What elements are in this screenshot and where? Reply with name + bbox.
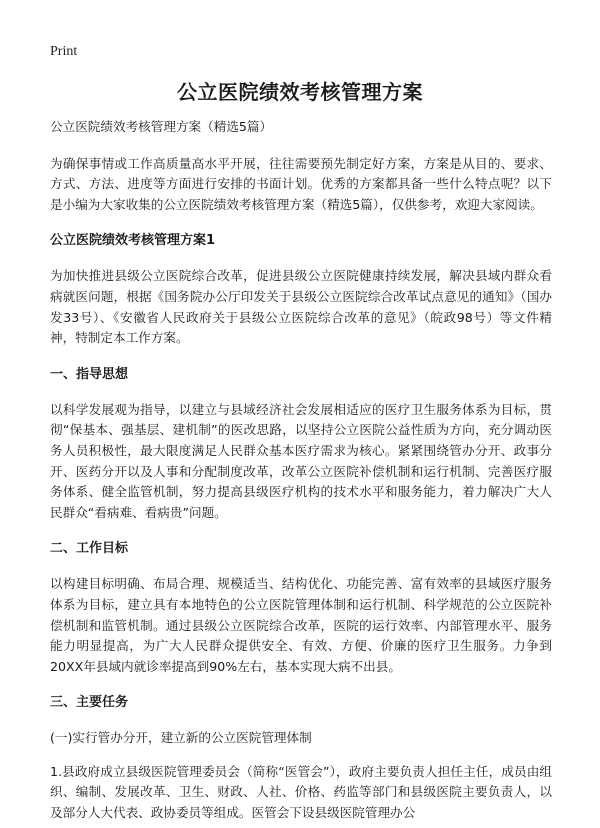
document-title: 公立医院绩效考核管理方案 bbox=[177, 80, 423, 104]
section-paragraph: 为加快推进县级公立医院综合改革，促进县级公立医院健康持续发展，解决县域内群众看病就医问题，根据《国务院办公厅印发关于县级公立医院综合改革试点意见的通知》（国办发33号）、《安徽省人民政府关于县级公立医院综合改革的意见》（皖政98号）等文件精神，特制定本工作方案。 bbox=[50, 268, 552, 346]
section-title: 公立医院绩效考核管理方案1 bbox=[50, 233, 216, 249]
guiding-ideology-paragraph: 以科学发展观为指导，以建立与县域经济社会发展相适应的医疗卫生服务体系为目标，贯彻“保基本、强基层、建机制”的医改思路，以坚持公立医院公益性质为方向，充分调动医务人员积极性，最大限度满足人民群众基本医疗需求为核心。紧紧围绕管办分开、政事分开、医药分开以及人事和分配制度改革，改革公立医院补偿机制和运行机制、完善医疗服务体系、健全监管机制，努力提高县级医疗机构的技术水平和服务能力，着力解决广大人民群众“看病难、看病贵”问题。 bbox=[50, 401, 552, 520]
document-body bbox=[50, 117, 552, 824]
list-item: 1.县政府成立县级医院管理委员会（简称“医管会”），政府主要负责人担任主任，成员由组织、编制、发展改革、卫生、财政、人社、价格、药监等部门和县级医院主要负责人，以及部分人大代表、政协委员等组成。医管会下设县级医院管理办公 bbox=[50, 763, 552, 821]
heading-guiding-ideology: 一、指导思想 bbox=[50, 366, 129, 382]
document-subtitle: 公立医院绩效考核管理方案（精选5篇） bbox=[50, 119, 273, 134]
heading-main-tasks: 三、主要任务 bbox=[50, 695, 129, 711]
heading-work-goals: 二、工作目标 bbox=[50, 541, 129, 557]
intro-paragraph: 为确保事情或工作高质量高水平开展，往往需要预先制定好方案，方案是从目的、要求、方式、方法、进度等方面进行安排的书面计划。优秀的方案都具备一些什么特点呢？以下是小编为大家收集的公立医院绩效考核管理方案（精选5篇），仅供参考，欢迎大家阅读。 bbox=[50, 155, 552, 212]
print-link[interactable]: Print bbox=[50, 44, 78, 59]
subsection-title: (一)实行管办分开，建立新的公立医院管理体制 bbox=[50, 730, 312, 746]
work-goals-paragraph: 以构建目标明确、布局合理、规模适当、结构优化、功能完善、富有效率的县域医疗服务体系为目标，建立具有本地特色的公立医院管理体制和运行机制、科学规范的公立医院补偿机制和监管机制。通过县级公立医院综合改革，医院的运行效率、内部管理水平、服务能力明显提高，为广大人民群众提供安全、有效、方便、价廉的医疗卫生服务。力争到20XX年县域内就诊率提高到90%左右，基本实现大病不出县。 bbox=[50, 576, 552, 674]
